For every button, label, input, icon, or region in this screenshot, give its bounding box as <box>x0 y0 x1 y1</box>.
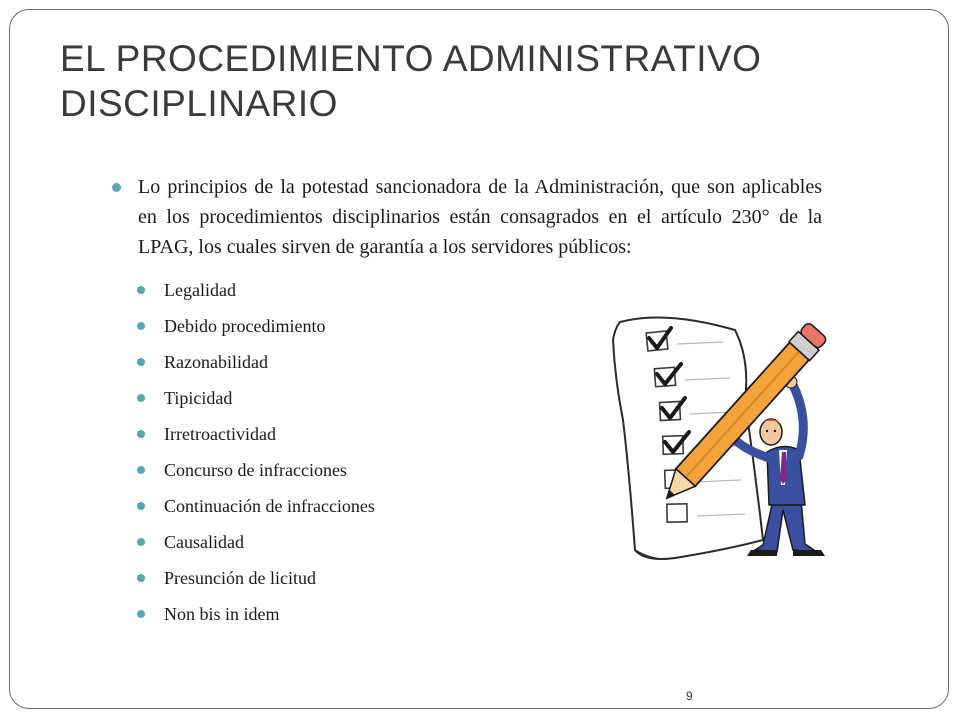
bullet-icon <box>137 322 145 330</box>
principle-label: Continuación de infracciones <box>164 496 375 516</box>
paper-sheet <box>613 318 763 560</box>
bullet-icon <box>137 610 145 618</box>
list-item <box>164 348 375 384</box>
checklist-with-pencil-illustration <box>605 300 855 570</box>
intro-paragraph: Lo principios de la potestad sancionadora de la Administración, que son aplicables en los procedimientos disciplinarios están consagrados en el artículo 230° de la LPAG, los cuales sirven de garantía a los servidores públicos: <box>138 176 822 258</box>
list-item <box>164 528 375 564</box>
list-item <box>164 564 375 600</box>
principle-label: Causalidad <box>164 532 244 552</box>
principles-list <box>164 276 375 636</box>
principle-label: Irretroactividad <box>164 424 276 444</box>
shoe-left <box>747 550 777 556</box>
list-item <box>164 276 375 312</box>
bullet-icon <box>137 466 145 474</box>
principle-label: Presunción de licitud <box>164 568 316 588</box>
principle-label: Debido procedimiento <box>164 316 326 336</box>
bullet-icon <box>112 183 121 192</box>
bullet-icon <box>137 394 145 402</box>
trousers <box>755 500 817 552</box>
principle-label: Legalidad <box>164 280 236 300</box>
principle-label: Tipicidad <box>164 388 233 408</box>
bullet-icon <box>137 430 145 438</box>
bullet-icon <box>137 574 145 582</box>
arm-right <box>793 385 803 456</box>
page-number: 9 <box>686 689 693 703</box>
principle-label: Non bis in idem <box>164 604 280 624</box>
bullet-icon <box>137 286 145 294</box>
list-item <box>164 600 375 636</box>
list-item <box>164 384 375 420</box>
shoe-right <box>793 550 825 556</box>
principle-label: Razonabilidad <box>164 352 268 372</box>
bullet-icon <box>137 358 145 366</box>
principle-label: Concurso de infracciones <box>164 460 347 480</box>
list-item <box>164 312 375 348</box>
list-item <box>164 456 375 492</box>
list-item <box>164 420 375 456</box>
slide-title: EL PROCEDIMIENTO ADMINISTRATIVO DISCIPLINARIO <box>60 38 762 124</box>
bullet-icon <box>137 502 145 510</box>
list-item <box>164 492 375 528</box>
head <box>760 419 782 445</box>
bullet-icon <box>137 538 145 546</box>
